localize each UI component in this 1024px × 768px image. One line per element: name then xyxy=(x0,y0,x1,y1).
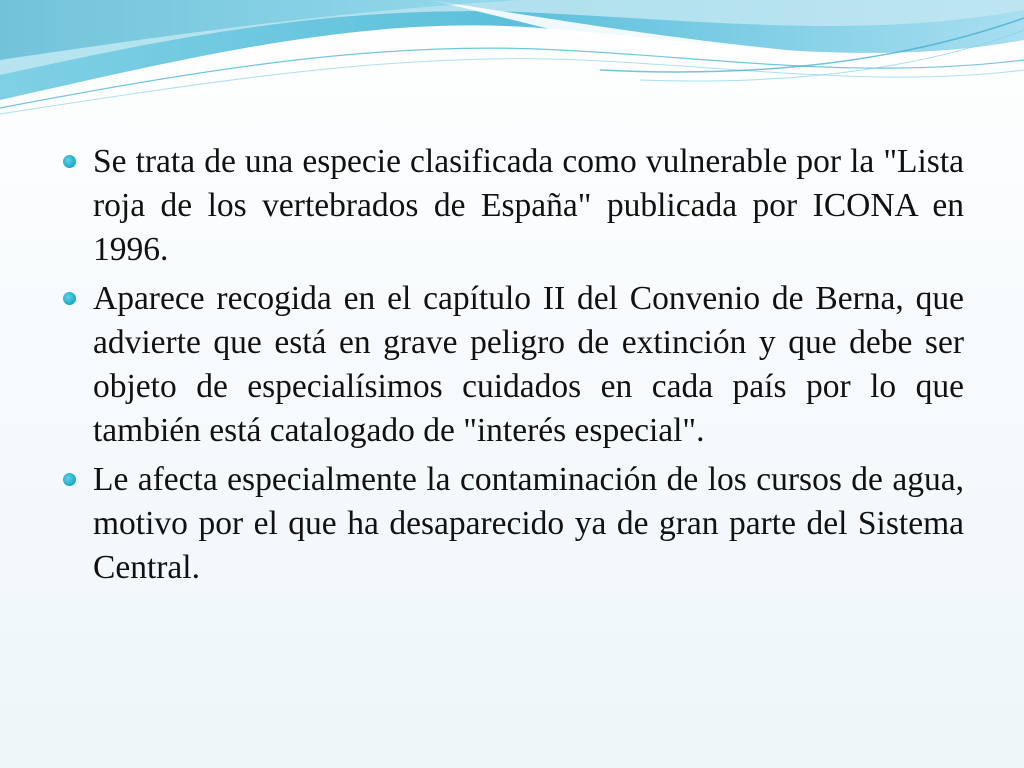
bullet-dot-icon xyxy=(63,155,76,168)
bullet-dot-icon xyxy=(63,473,76,486)
bullet-text-2: Aparece recogida en el capítulo II del Convenio de Berna, que advierte que está en grave peligro de extinción y que debe ser objeto de especialísimos cuidados en cada país por lo que también está catalogado de "interés especial". xyxy=(93,280,964,449)
slide-body xyxy=(62,140,964,595)
bullet-item-2 xyxy=(62,277,964,453)
bullet-item-3 xyxy=(62,458,964,590)
bullet-text-1: Se trata de una especie clasificada como vulnerable por la "Lista roja de los vertebrados de España" publicada por ICONA en 1996. xyxy=(93,143,964,268)
bullet-list xyxy=(62,140,964,590)
bullet-dot-icon xyxy=(63,292,76,305)
bullet-text-3: Le afecta especialmente la contaminación de los cursos de agua, motivo por el que ha desaparecido ya de gran parte del Sistema Central. xyxy=(93,461,964,586)
decorative-wave-banner xyxy=(0,0,1024,130)
bullet-item-1 xyxy=(62,140,964,272)
